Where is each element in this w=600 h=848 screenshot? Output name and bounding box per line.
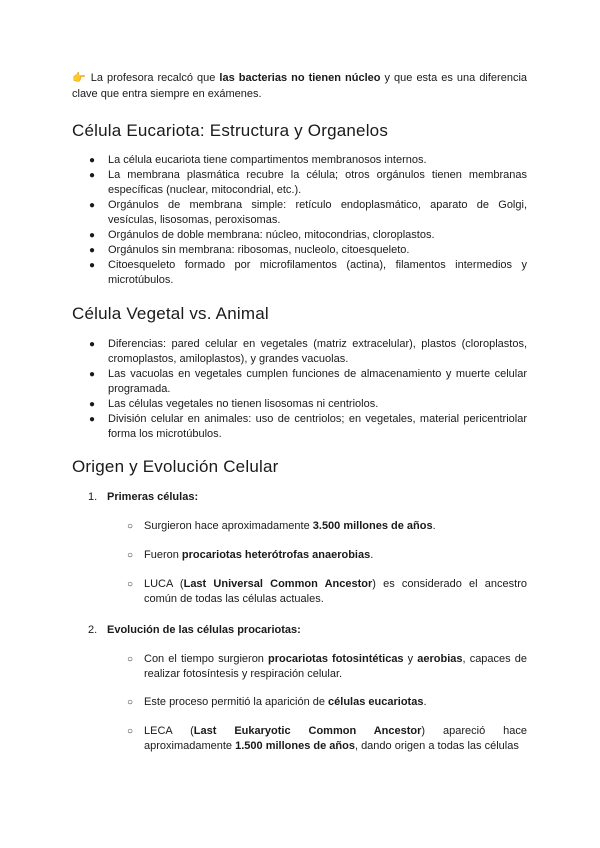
section-title-eucariota: Célula Eucariota: Estructura y Organelos [72, 121, 389, 140]
section-title-origen: Origen y Evolución Celular [72, 457, 279, 476]
bullet-icon: ● [89, 200, 96, 211]
sub-item: ○ Surgieron hace aproximadamente 3.500 millones de años. [127, 520, 436, 532]
circle-bullet-icon: ○ [127, 550, 134, 561]
circle-bullet-icon: ○ [127, 579, 134, 590]
list-item: ● La membrana plasmática recubre la célula; otros orgánulos tienen membranas específicas (nuclear, mitocondrial, etc.). [89, 169, 527, 196]
list-item: ● Orgánulos de doble membrana: núcleo, mitocondrias, cloroplastos. [89, 229, 435, 241]
list-item: ● Las vacuolas en vegetales cumplen funciones de almacenamiento y muerte celular programada. [89, 368, 527, 395]
sub-item: ○ LECA (Last Eukaryotic Common Ancestor) apareció hace aproximadamente 1.500 millones de años, dando origen a todas las células [127, 725, 527, 752]
list-item: ● Las células vegetales no tienen lisosomas ni centriolos. [89, 398, 379, 410]
vegetal-animal-list [72, 337, 527, 442]
sub-item: ○ Fueron procariotas heterótrofas anaerobias. [127, 549, 374, 561]
list-item: ● Orgánulos sin membrana: ribosomas, nucleolo, citoesqueleto. [89, 244, 410, 256]
sub-item: ○ LUCA (Last Universal Common Ancestor) es considerado el ancestro común de todas las células actuales. [127, 578, 527, 605]
bullet-icon: ● [89, 170, 96, 181]
circle-bullet-icon: ○ [127, 654, 134, 665]
list-item: ● Citoesqueleto formado por microfilamentos (actina), filamentos intermedios y microtúbulos. [89, 259, 527, 286]
bullet-icon: ● [89, 339, 96, 350]
intro-paragraph: 👉 La profesora recalcó que las bacterias no tienen núcleo y que esta es una diferencia clave que entra siempre en exámenes. [72, 71, 528, 100]
bullet-icon: ● [89, 230, 96, 241]
circle-bullet-icon: ○ [127, 697, 134, 708]
list-item: ● Orgánulos de membrana simple: retículo endoplasmático, aparato de Golgi, vesículas, lisosomas, peroxisomas. [89, 199, 527, 226]
bullet-icon: ● [89, 155, 96, 166]
pointing-hand-icon: 👉 [72, 71, 87, 84]
list-item: ● División celular en animales: uso de centriolos; en vegetales, material pericentriolar forma los microtúbulos. [89, 413, 527, 440]
numbered-item-1: 1. Primeras células: [88, 491, 199, 503]
sub-item: ○ Este proceso permitió la aparición de células eucariotas. [127, 696, 427, 708]
eucariota-list [72, 153, 527, 288]
section-title-vegetal-animal: Célula Vegetal vs. Animal [72, 304, 269, 323]
circle-bullet-icon: ○ [127, 726, 134, 737]
bullet-icon: ● [89, 414, 96, 425]
list-item: ● La célula eucariota tiene compartimentos membranosos internos. [89, 154, 427, 166]
bullet-icon: ● [89, 369, 96, 380]
bullet-icon: ● [89, 245, 96, 256]
circle-bullet-icon: ○ [127, 521, 134, 532]
sub-item: ○ Con el tiempo surgieron procariotas fotosintéticas y aerobias, capaces de realizar fotosíntesis y respiración celular. [127, 653, 527, 680]
numbered-item-2: 2. Evolución de las células procariotas: [88, 624, 301, 636]
bullet-icon: ● [89, 260, 96, 271]
list-item: ● Diferencias: pared celular en vegetales (matriz extracelular), plastos (cloroplastos, cromoplastos, amiloplastos), y grandes vacuolas. [89, 338, 527, 365]
bullet-icon: ● [89, 399, 96, 410]
